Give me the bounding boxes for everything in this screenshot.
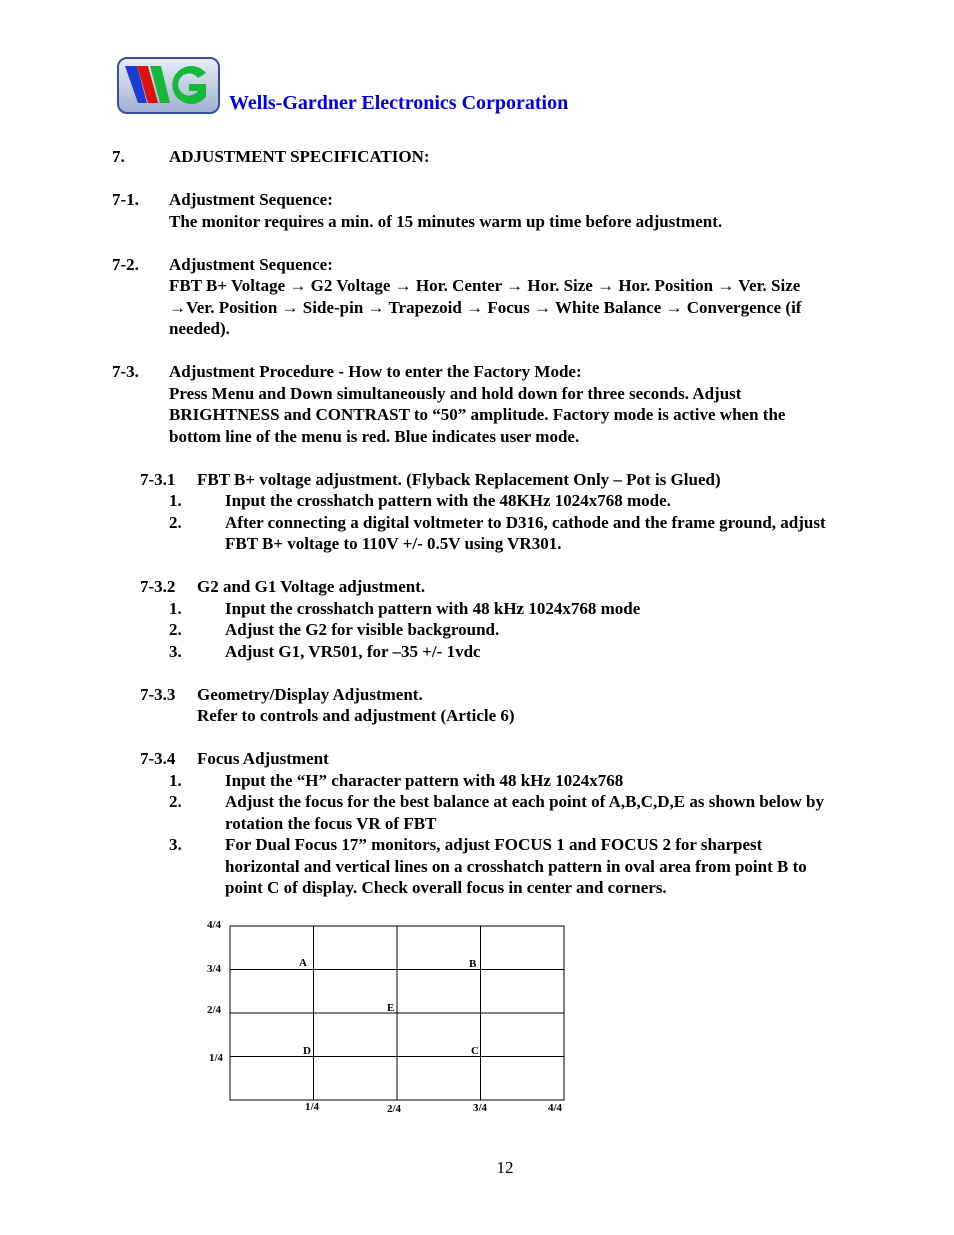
focus-point-e: E [387,1002,395,1014]
s734-number: 7-3.4 [140,749,176,768]
s732-item-1-number: 1. [169,599,182,618]
wg-logo-graphic [117,57,220,114]
s71-title: Adjustment Sequence: [169,190,333,209]
s73-line-2: BRIGHTNESS and CONTRAST to “50” amplitude. Factory mode is active when the [169,405,786,424]
s72-line-2: →Ver. Position → Side-pin → Trapezoid → Focus → White Balance → Convergence (if [169,298,802,317]
y-label-4-4: 4/4 [207,919,222,931]
focus-grid [195,915,585,1120]
focus-point-c: C [471,1045,479,1057]
x-label-1-4: 1/4 [305,1101,320,1113]
s731-number: 7-3.1 [140,470,176,489]
section-number: 7. [112,147,125,166]
page-number: 12 [496,1158,514,1177]
s734-item-2-text-cont: rotation the focus VR of FBT [225,814,437,833]
s734-item-2-number: 2. [169,792,182,811]
s731-item-1-text: Input the crosshatch pattern with the 48KHz 1024x768 mode. [225,491,671,510]
s731-item-2-text-cont: FBT B+ voltage to 110V +/- 0.5V using VR301. [225,534,562,553]
y-label-1-4: 1/4 [209,1052,224,1064]
focus-point-diagram [195,915,585,1120]
s73-number: 7-3. [112,362,139,381]
focus-point-b: B [469,958,477,970]
s732-item-2-number: 2. [169,620,182,639]
s731-item-2-number: 2. [169,513,182,532]
s734-item-3-text-cont-2: point C of display. Check overall focus in center and corners. [225,878,667,897]
y-label-3-4: 3/4 [207,963,222,975]
wg-logo [117,57,220,114]
focus-point-d: D [303,1045,311,1057]
s71-number: 7-1. [112,190,139,209]
s733-text: Refer to controls and adjustment (Article 6) [197,706,515,725]
x-label-2-4: 2/4 [387,1103,402,1115]
s72-line-1: FBT B+ Voltage → G2 Voltage → Hor. Center → Hor. Size → Hor. Position → Ver. Size [169,276,801,295]
s73-line-3: bottom line of the menu is red. Blue indicates user mode. [169,427,580,446]
y-label-2-4: 2/4 [207,1004,222,1016]
s73-title: Adjustment Procedure - How to enter the Factory Mode: [169,362,582,381]
s734-item-3-text: For Dual Focus 17” monitors, adjust FOCUS 1 and FOCUS 2 for sharpest [225,835,763,854]
s732-item-3-text: Adjust G1, VR501, for –35 +/- 1vdc [225,642,481,661]
s734-title: Focus Adjustment [197,749,329,768]
company-name: Wells-Gardner Electronics Corporation [229,92,569,114]
s731-item-1-number: 1. [169,491,182,510]
x-label-3-4: 3/4 [473,1102,488,1114]
s73-line-1: Press Menu and Down simultaneously and hold down for three seconds. Adjust [169,384,742,403]
s732-item-3-number: 3. [169,642,182,661]
s732-item-1-text: Input the crosshatch pattern with 48 kHz 1024x768 mode [225,599,641,618]
x-label-4-4: 4/4 [548,1102,563,1114]
s734-item-1-number: 1. [169,771,182,790]
s734-item-1-text: Input the “H” character pattern with 48 kHz 1024x768 [225,771,624,790]
s734-item-3-text-cont-1: horizontal and vertical lines on a crosshatch pattern in oval area from point B to [225,857,807,876]
s72-number: 7-2. [112,255,139,274]
s731-title: FBT B+ voltage adjustment. (Flyback Replacement Only – Pot is Glued) [197,470,721,489]
s732-number: 7-3.2 [140,577,176,596]
s733-number: 7-3.3 [140,685,176,704]
s732-item-2-text: Adjust the G2 for visible background. [225,620,500,639]
s71-text: The monitor requires a min. of 15 minutes warm up time before adjustment. [169,212,723,231]
s732-title: G2 and G1 Voltage adjustment. [197,577,426,596]
s734-item-3-number: 3. [169,835,182,854]
s734-item-2-text: Adjust the focus for the best balance at each point of A,B,C,D,E as shown below by [225,792,824,811]
focus-point-a: A [299,957,307,969]
s731-item-2-text: After connecting a digital voltmeter to D316, cathode and the frame ground, adjust [225,513,826,532]
s72-line-3: needed). [169,319,230,338]
s72-title: Adjustment Sequence: [169,255,333,274]
section-title: ADJUSTMENT SPECIFICATION: [169,147,430,166]
s733-title: Geometry/Display Adjustment. [197,685,423,704]
